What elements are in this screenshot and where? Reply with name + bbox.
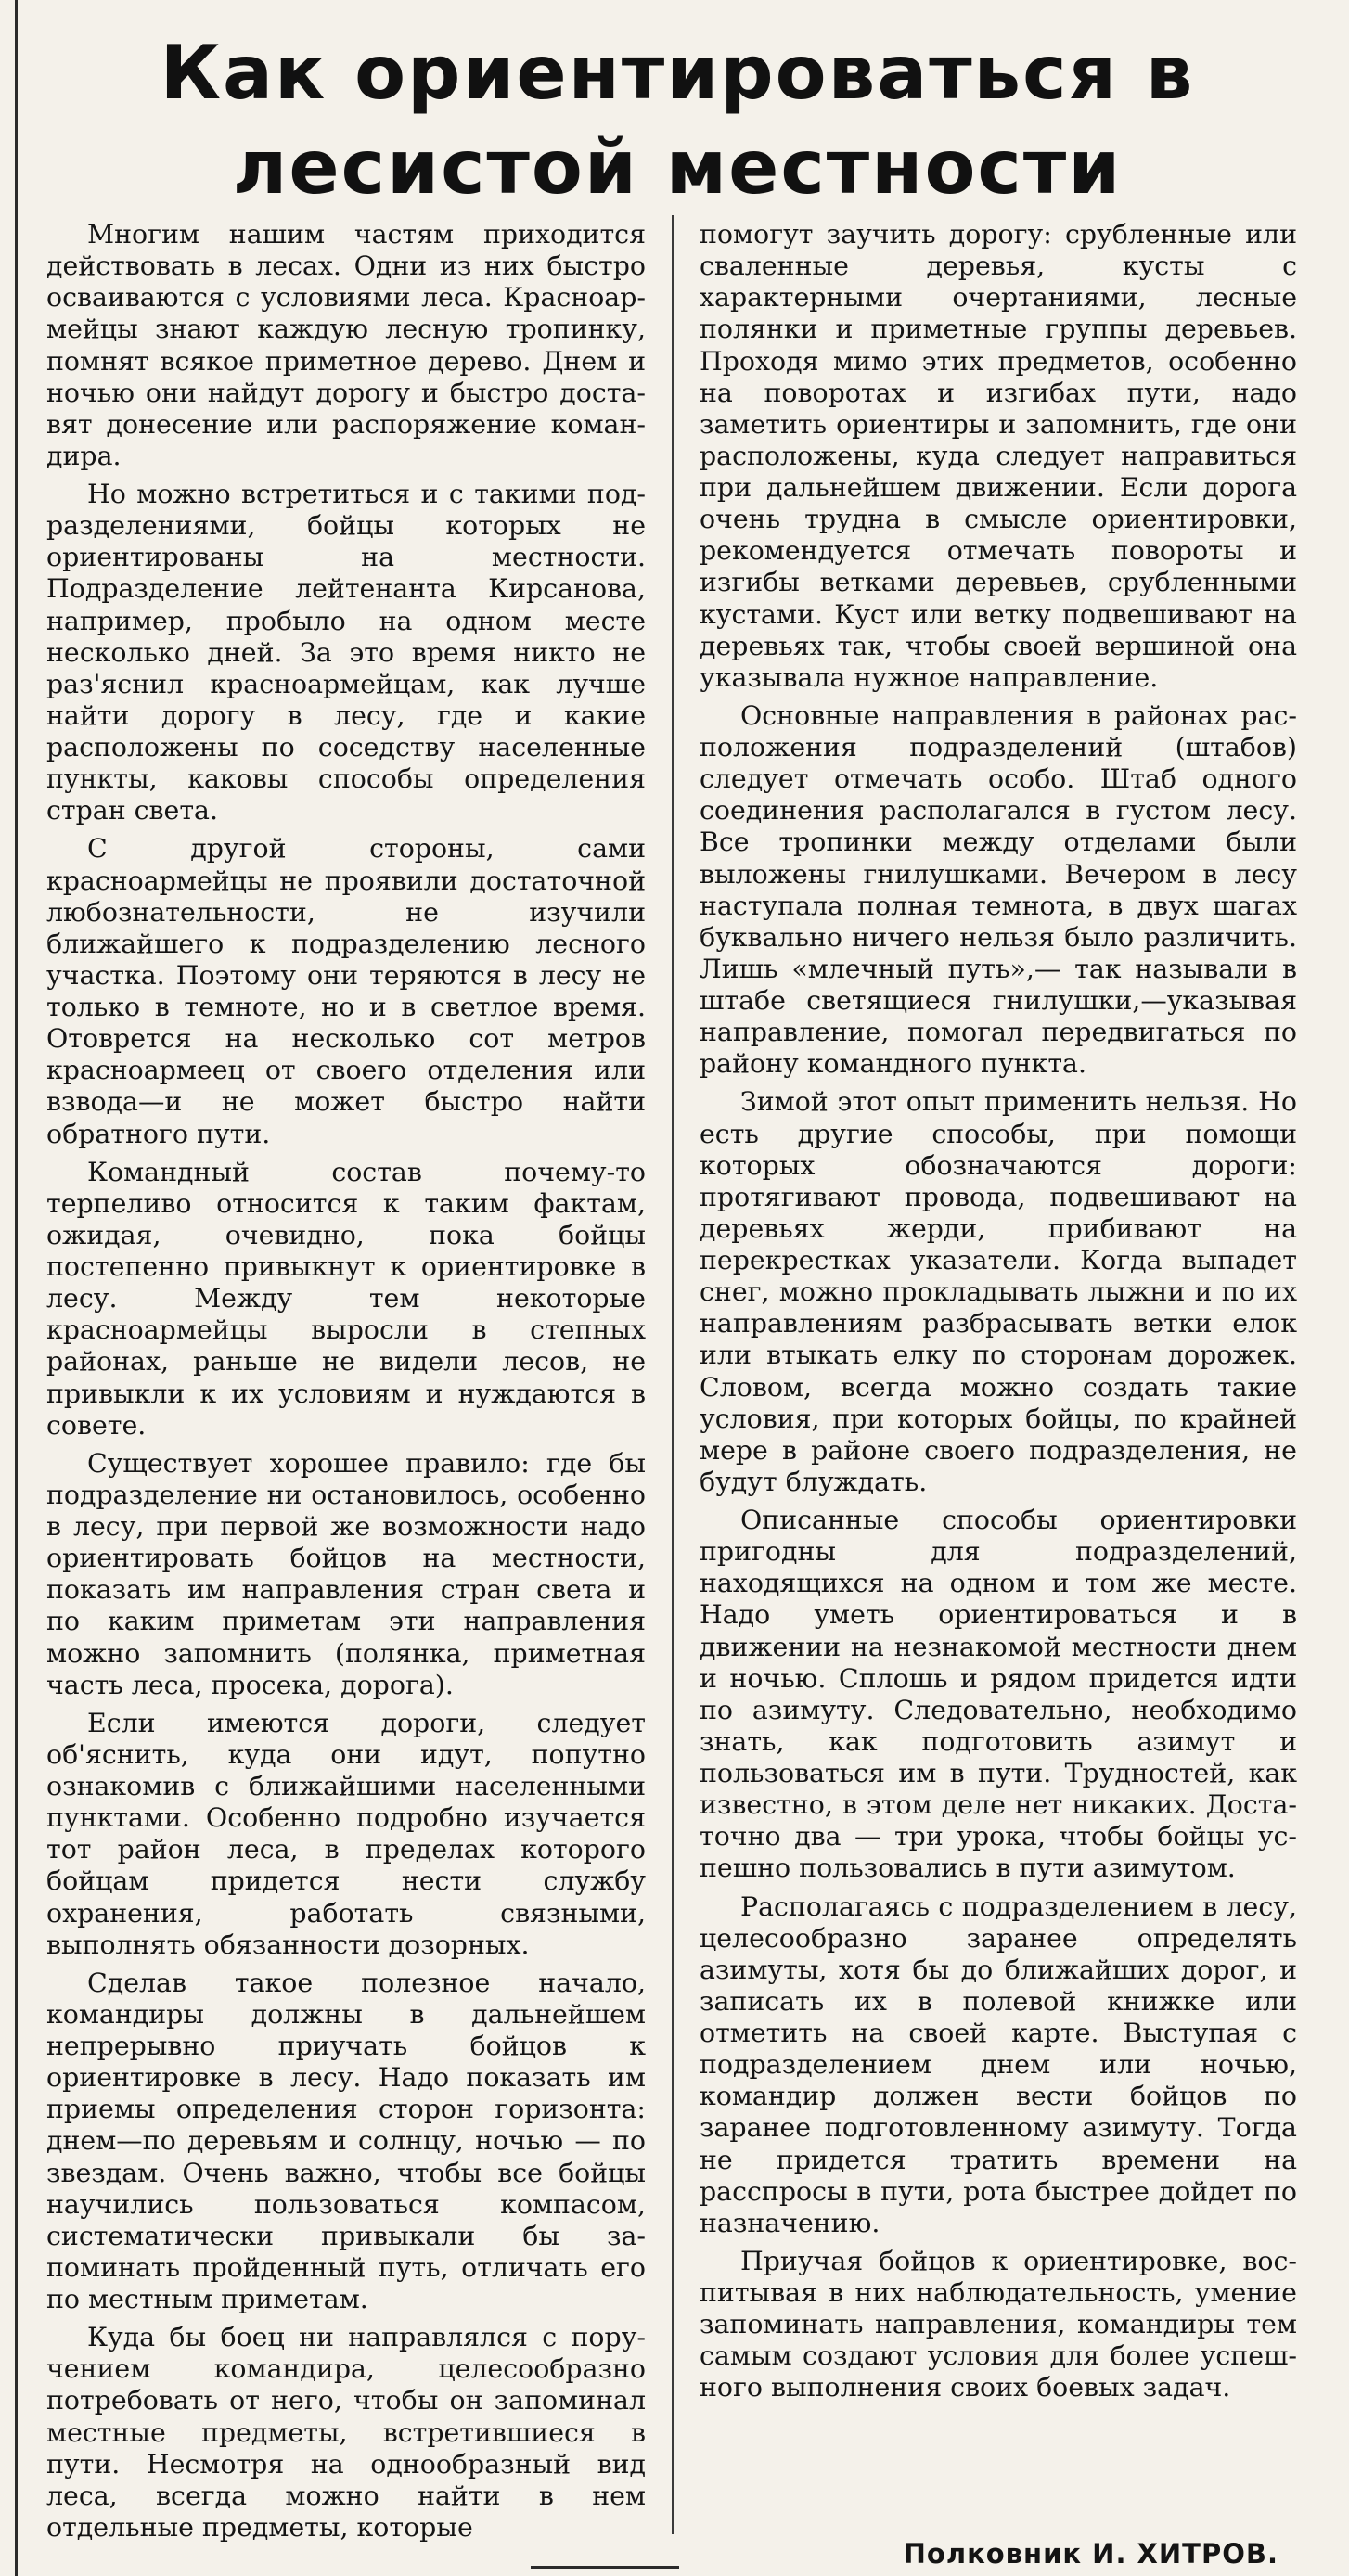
paragraph: Но можно встретиться и с такими подразделениями, бойцы которых не ориентированы на местности. Подразделение лейтенанта Кирсанова, например, пробыло на одном месте несколько дней. За это время никто не раз'яснил красноармейцам, как лучше найти дорогу в лесу, где и какие расположены по соседству населенные пункты, каковы способы определения стран света. <box>46 479 646 827</box>
paragraph: помогут заучить дорогу: срубленные или сваленные деревья, кусты с характерными очертаниями, лесные полянки и приметные группы деревьев. Проходя мимо этих предметов, особенно на поворотах и изгибах пути, надо заметить ориентиры и запомнить, где они расположены, куда следует направиться при дальнейшем движении. Если дорога очень трудна в смысле ориентировки, рекомендуется отмечать повороты и изгибы ветками деревьев, срубленными кустами. Куст или ветку подвешивают на деревьях так, чтобы своей вершиной она указывала нужное направление. <box>700 219 1297 693</box>
column-divider <box>672 215 674 2534</box>
paragraph: Приучая бойцов к ориентировке, воспитывая в них наблюдательность, умение запоминать направления, командиры тем самым создают условия для более успешного выполнения своих боевых задач. <box>700 2245 1297 2403</box>
paragraph: Существует хорошее правило: где бы подразделение ни остановилось, особенно в лесу, при первой же возможности надо ориентировать бойцов на местности, показать им направления стран света и по каким приметам эти направления можно запомнить (полянка, приметная часть леса, просека, дорога). <box>46 1447 646 1700</box>
paragraph: Сделав такое полезное начало, командиры должны в дальнейшем непрерывно приучать бойцов к ориентировке в лесу. Надо показать им приемы определения сторон горизонта: днем—по деревьям и солнцу, ночью — по звездам. Очень важно, чтобы все бойцы научились пользоваться компасом, систематически привыкали бы запоминать пройденный путь, отличать его по местным приметам. <box>46 1967 646 2314</box>
paragraph: Командный состав почему-то терпеливо относится к таким фактам, ожидая, очевидно, пока бойцы постепенно привыкнут к ориентировке в лесу. Между тем некоторые красноармейцы выросли в степных районах, раньше не видели лесов, не привыкли к их условиям и нуждаются в совете. <box>46 1156 646 1441</box>
paragraph: Располагаясь с подразделением в лесу, целесообразно заранее определять азимуты, хотя бы до ближайших дорог, и записать их в полевой книжке или отметить на своей карте. Выступая с подразделением днем или ночью, командир должен вести бойцов по заранее подготовленному азимуту. Тогда не придется тратить времени на расспросы в пути, рота быстрее дойдет по назначению. <box>700 1890 1297 2238</box>
paragraph: Куда бы боец ни направлялся с поручением командира, целесообразно потребовать от него, чтобы он запоминал местные предметы, встретившиеся в пути. Несмотря на однообразный вид леса, всегда можно найти в нем отдельные предметы, которые <box>46 2322 646 2543</box>
headline-line-1: Как ориентироваться в <box>160 30 1195 116</box>
paragraph: Основные направления в районах расположения подразделений (штабов) следует отмечать особо. Штаб одного соединения располагался в густом лесу. Все тропинки между отделами были выложены гнилушками. Вечером в лесу наступала полная темнота, в двух шагах буквально ничего нельзя было различить. Лишь «млечный путь»,— так называли в штабе светящиеся гнилушки,—указывая направление, помогал передвигаться по району командного пункта. <box>700 699 1297 1080</box>
article-column-left <box>46 219 646 2550</box>
paragraph: Зимой этот опыт применить нельзя. Но есть другие способы, при помощи которых обозначаются дороги: протягивают провода, подвешивают на деревьях жерди, прибивают на перекрестках указатели. Когда выпадет снег, можно прокладывать лыжни и по их направлениям разбрасывать ветки елок или втыкать елку по сторонам дорожек. Словом, всегда можно создать такие условия, при которых бойцы, по крайней мере в районе своего подразделения, не будут блуждать. <box>700 1086 1297 1497</box>
paragraph: Если имеются дороги, следует об'яснить, куда они идут, попутно ознакомив с ближайшими населенными пунктами. Особенно подробно изучается тот район леса, в пределах которого бойцам придется нести службу охранения, работать связными, выполнять обязанности дозорных. <box>46 1707 646 1960</box>
bottom-divider <box>531 2566 679 2569</box>
page-edge-rule <box>15 0 18 2576</box>
paragraph: С другой стороны, сами красноармейцы не проявили достаточной любознательности, не изучили ближайшего к подразделению лесного участка. Поэтому они теряются в лесу не только в темноте, но и в светлое время. Отоврется на несколько сот метров красноармеец от своего отделения или взвода—и не может быстро найти обратного пути. <box>46 833 646 1149</box>
article-headline <box>37 26 1317 215</box>
headline-line-2: лесистой местности <box>232 124 1123 211</box>
paragraph: Многим нашим частям приходится действовать в лесах. Одни из них быстро осваиваются с условиями леса. Красноармейцы знают каждую лесную тропинку, помнят всякое приметное дерево. Днем и ночью они найдут дорогу и быстро доставят донесение или распоряжение командира. <box>46 219 646 471</box>
article-column-right <box>700 219 1297 2411</box>
author-signature: Полковник И. ХИТРОВ. <box>903 2538 1278 2570</box>
paragraph: Описанные способы ориентировки пригодны для подразделений, находящихся на одном и том же месте. Надо уметь ориентироваться и в движении на незнакомой местности днем и ночью. Сплошь и рядом придется идти по азимуту. Следовательно, необходимо знать, как подготовить азимут и пользоваться им в пути. Трудностей, как известно, в этом деле нет никаких. Достаточно два — три урока, чтобы бойцы успешно пользовались в пути азимутом. <box>700 1505 1297 1884</box>
